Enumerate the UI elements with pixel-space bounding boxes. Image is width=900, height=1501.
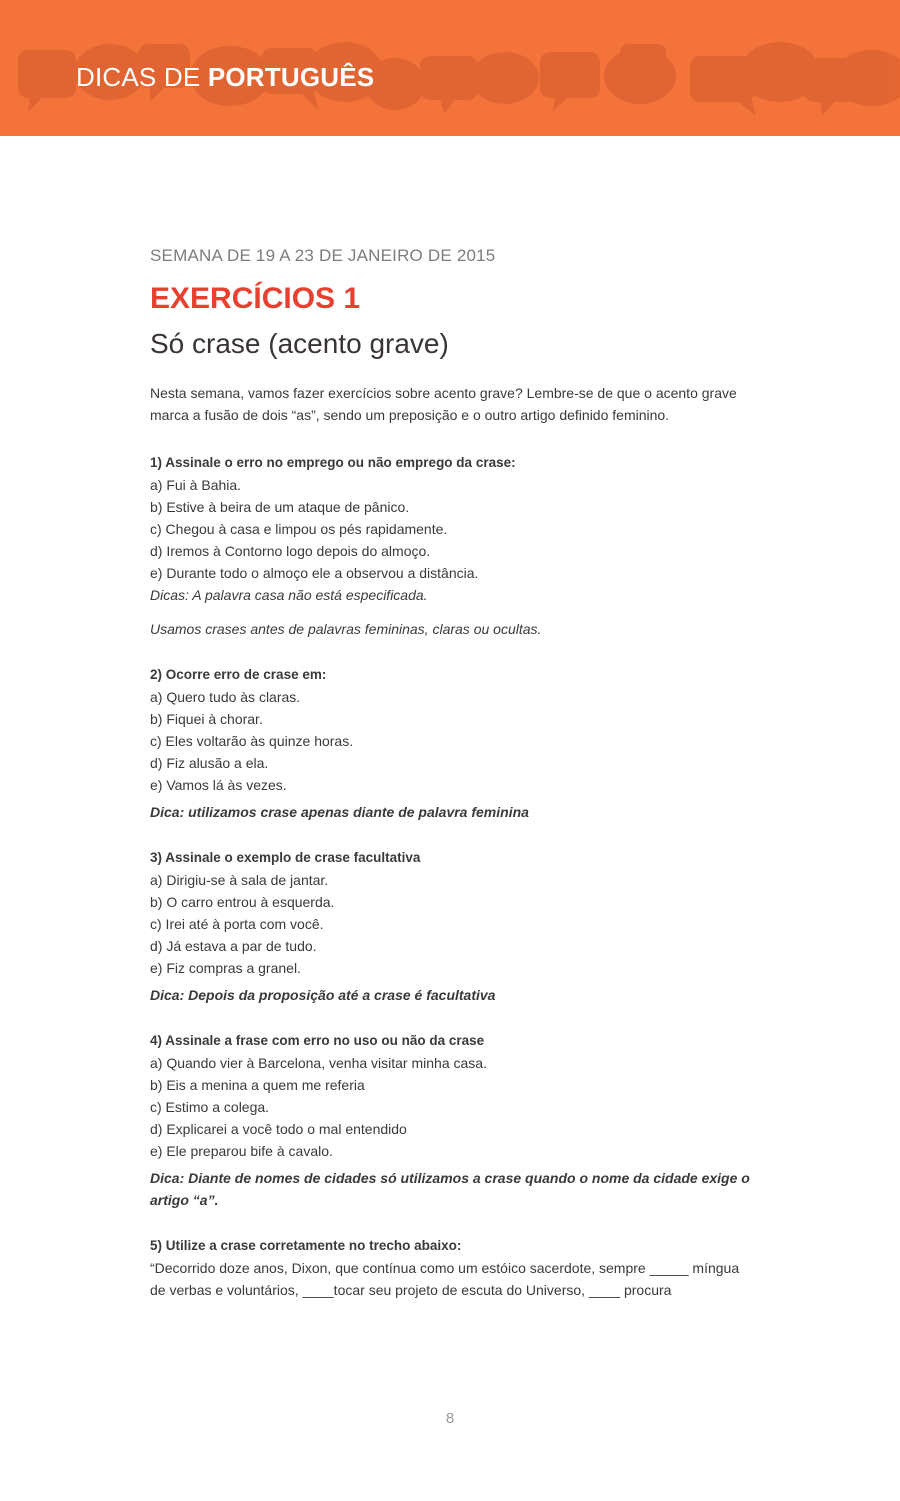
header-title-bold: PORTUGUÊS xyxy=(207,62,375,92)
question-hint: Dicas: A palavra casa não está especificada. xyxy=(150,587,428,603)
question-option: e) Fiz compras a granel. xyxy=(150,960,301,976)
question-title: 1) Assinale o erro no emprego ou não emprego da crase: xyxy=(150,455,516,470)
question-option: c) Estimo a colega. xyxy=(150,1099,270,1115)
question-title: 3) Assinale o exemplo de crase facultativa xyxy=(150,850,421,865)
question-option: a) Quando vier à Barcelona, venha visitar minha casa. xyxy=(150,1055,487,1071)
header-title xyxy=(76,62,374,93)
question-text: “Decorrido doze anos, Dixon, que contínua como um estóico sacerdote, sempre _____ míngua de verbas e voluntários, ____tocar seu projeto de escuta do Universo, ____ procura xyxy=(150,1260,740,1298)
question-option: c) Irei até à porta com você. xyxy=(150,916,324,932)
header-title-light: DICAS DE xyxy=(76,62,208,92)
question-option: b) Estive à beira de um ataque de pânico. xyxy=(150,499,410,515)
question-option: e) Durante todo o almoço ele a observou a distância. xyxy=(150,565,479,581)
page-number: 8 xyxy=(445,1410,455,1427)
question-option: a) Fui à Bahia. xyxy=(150,477,242,493)
week-label: SEMANA DE 19 A 23 DE JANEIRO DE 2015 xyxy=(150,246,496,265)
question-5 xyxy=(150,1235,750,1301)
question-option: a) Dirigiu-se à sala de jantar. xyxy=(150,872,329,888)
question-option: d) Fiz alusão a ela. xyxy=(150,755,269,771)
question-hint: Dica: Depois da proposição até a crase é facultativa xyxy=(150,987,496,1003)
question-option: a) Quero tudo às claras. xyxy=(150,689,301,705)
question-2 xyxy=(150,664,750,823)
question-title: 4) Assinale a frase com erro no uso ou não da crase xyxy=(150,1033,485,1048)
question-option: c) Chegou à casa e limpou os pés rapidamente. xyxy=(150,521,448,537)
document-content xyxy=(150,246,750,1325)
question-hint: Dica: Diante de nomes de cidades só utilizamos a crase quando o nome da cidade exige o artigo “a”. xyxy=(150,1170,750,1208)
page-title: EXERCÍCIOS 1 xyxy=(150,282,361,315)
question-option: b) Fiquei à chorar. xyxy=(150,711,263,727)
question-1 xyxy=(150,452,750,640)
question-option: d) Explicarei a você todo o mal entendido xyxy=(150,1121,407,1137)
question-option: e) Vamos lá às vezes. xyxy=(150,777,287,793)
question-3 xyxy=(150,847,750,1006)
question-4 xyxy=(150,1030,750,1211)
question-option: b) Eis a menina a quem me referia xyxy=(150,1077,365,1093)
question-option: e) Ele preparou bife à cavalo. xyxy=(150,1143,333,1159)
question-option: d) Já estava a par de tudo. xyxy=(150,938,317,954)
page-subtitle: Só crase (acento grave) xyxy=(150,328,449,359)
question-hint-secondary: Usamos crases antes de palavras femininas, claras ou ocultas. xyxy=(150,621,542,637)
question-option: c) Eles voltarão às quinze horas. xyxy=(150,733,354,749)
question-title: 2) Ocorre erro de crase em: xyxy=(150,667,327,682)
question-option: b) O carro entrou à esquerda. xyxy=(150,894,335,910)
intro-paragraph: Nesta semana, vamos fazer exercícios sobre acento grave? Lembre-se de que o acento grave marca a fusão de dois “as”, sendo um preposição e o outro artigo definido feminino. xyxy=(150,385,737,423)
question-title: 5) Utilize a crase corretamente no trecho abaixo: xyxy=(150,1238,462,1253)
question-option: d) Iremos à Contorno logo depois do almoço. xyxy=(150,543,431,559)
question-hint: Dica: utilizamos crase apenas diante de palavra feminina xyxy=(150,804,529,820)
header-band xyxy=(0,0,900,136)
